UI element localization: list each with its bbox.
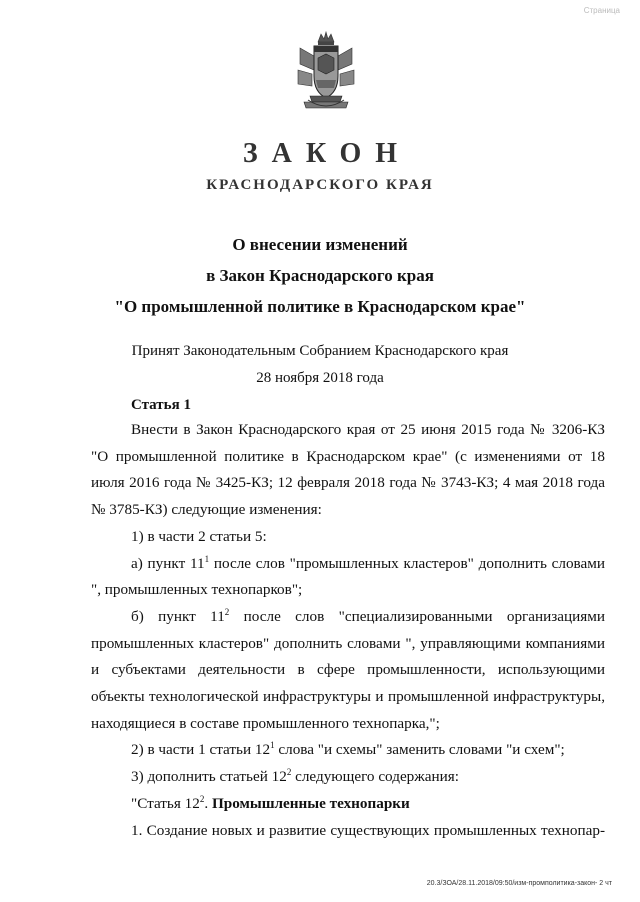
- paragraph-item-2: 2) в части 1 статьи $12^1$ слова "и схемы" заменить словами "и схем";: [131, 740, 565, 759]
- paragraph-intro: Внести в Закон Краснодарского края от 25 июня 2015 года № 3206-КЗ "О промышленной политике в Краснодарском крае" (с изменениями от 18 июля 2016 года № 3425-КЗ; 12 февраля 2018 года № 3743-КЗ; 4 мая 2018 года № 3785-КЗ) следующие изменения:: [91, 421, 605, 519]
- heading-line-1: О внесении изменений: [232, 235, 408, 254]
- heading-line-2: в Закон Краснодарского края: [206, 266, 434, 285]
- coat-of-arms-icon: [294, 30, 358, 112]
- paragraph-item-1b: б) пункт $11^2$ после слов "специализированными организациями промышленных кластеров" дополнить словами ", управляющими компаниями и субъектами деятельности в сфере промышленности, использующими объекты технологической инфраструктуры и промышленной инфраструктуры, находящиеся в составе промышленного технопарка,";: [91, 606, 605, 732]
- adopted-line-1: Принят Законодательным Собранием Краснодарского края: [131, 343, 509, 359]
- paragraph-item-1a: а) пункт $11^1$ после слов "промышленных кластеров" дополнить словами ", промышленных технопарков";: [91, 553, 605, 599]
- law-title: ЗАКОН: [242, 138, 412, 169]
- paragraph-new-article-text: 1. Создание новых и развитие существующих промышленных технопар-: [131, 821, 605, 839]
- adopted-line-2: 28 ноября 2018 года: [256, 370, 384, 386]
- article-body: [91, 417, 605, 844]
- document-code: 20.3/ЗОА/28.11.2018/09:50/изм-промполитика-закон- 2 чт: [426, 880, 612, 887]
- heading-line-3: "О промышленной политике в Краснодарском крае": [114, 297, 526, 316]
- corner-mark: Страница: [583, 6, 620, 15]
- article-heading: Статья 1: [131, 397, 191, 413]
- paragraph-new-article-title: "Статья $12^2$. Промышленные технопарки: [131, 793, 410, 812]
- law-subtitle: КРАСНОДАРСКОГО КРАЯ: [206, 177, 434, 193]
- paragraph-item-3: 3) дополнить статьей $12^2$ следующего содержания:: [131, 767, 459, 786]
- paragraph-item-1: 1) в части 2 статьи 5:: [131, 527, 267, 545]
